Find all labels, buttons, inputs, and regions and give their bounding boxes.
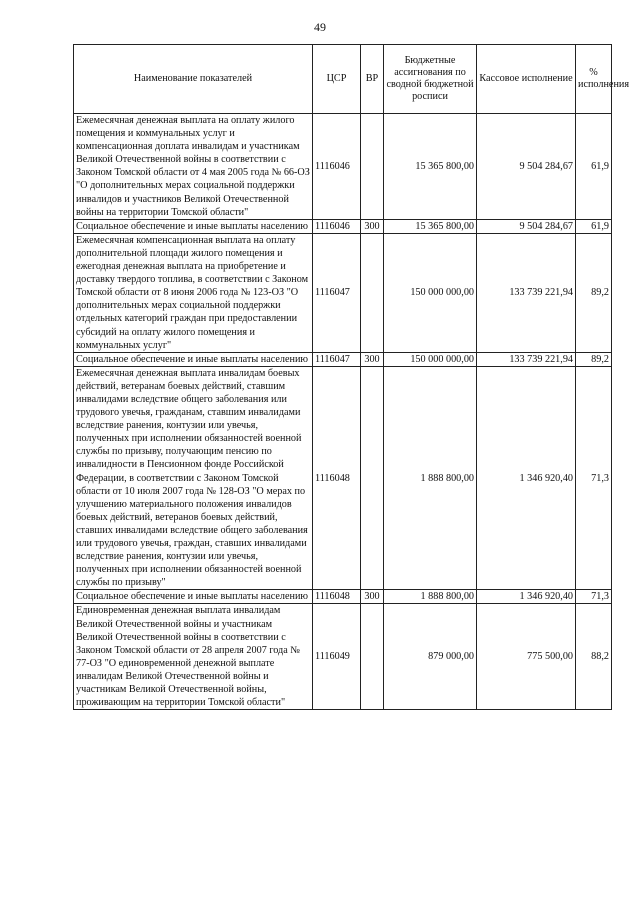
header-vr: ВР — [361, 45, 384, 114]
row-assignments: 1 888 800,00 — [384, 590, 477, 604]
row-execution: 1 346 920,40 — [477, 590, 576, 604]
row-assignments: 150 000 000,00 — [384, 233, 477, 352]
row-vr — [361, 604, 384, 710]
table-row — [74, 590, 612, 604]
row-vr — [361, 366, 384, 590]
header-name: Наименование показателей — [74, 45, 313, 114]
row-percent: 61,9 — [576, 219, 612, 233]
row-vr: 300 — [361, 219, 384, 233]
header-csr: ЦСР — [313, 45, 361, 114]
row-name: Социальное обеспечение и иные выплаты населению — [74, 219, 313, 233]
row-vr: 300 — [361, 590, 384, 604]
row-assignments: 15 365 800,00 — [384, 219, 477, 233]
table-row — [74, 604, 612, 710]
row-execution: 9 504 284,67 — [477, 219, 576, 233]
row-name: Ежемесячная денежная выплата инвалидам боевых действий, ветеранам боевых действий, ставшим инвалидами вследствие общего заболевания или трудового увечья, гражданам, ставшим инвалидами вследствие ранения, контузии или увечья, полученных при исполнении обязанностей военной службы по призыву, получающим пенсию по инвалидности в Пенсионном фонде Российской Федерации, в соответствии с Законом Томской области от 10 июля 2007 года № 128-ОЗ "О мерах по улучшению материального положения инвалидов боевых действий, ветеранов боевых действий, ставших инвалидами вследствие общего заболевания или трудового увечья, граждан, ставших инвалидами вследствие ранения, контузии или увечья, полученных при исполнении обязанностей военной службы по призыву" — [74, 366, 313, 590]
row-csr: 1116049 — [313, 604, 361, 710]
row-execution: 133 739 221,94 — [477, 233, 576, 352]
row-percent: 88,2 — [576, 604, 612, 710]
row-csr: 1116048 — [313, 366, 361, 590]
row-vr — [361, 114, 384, 220]
row-vr — [361, 233, 384, 352]
table-row — [74, 233, 612, 352]
table-row — [74, 352, 612, 366]
row-csr: 1116048 — [313, 590, 361, 604]
row-csr: 1116046 — [313, 219, 361, 233]
row-execution: 775 500,00 — [477, 604, 576, 710]
row-vr: 300 — [361, 352, 384, 366]
page-number: 49 — [314, 20, 326, 34]
row-percent: 89,2 — [576, 233, 612, 352]
row-csr: 1116047 — [313, 233, 361, 352]
row-percent: 89,2 — [576, 352, 612, 366]
row-name: Единовременная денежная выплата инвалидам Великой Отечественной войны и участникам Великой Отечественной войны в соответствии с Законом Томской области от 28 апреля 2007 года № 77-ОЗ "О единовременной денежной выплате инвалидам Великой Отечественной войны и участникам Великой Отечественной войны, проживающим на территории Томской области" — [74, 604, 313, 710]
header-assignments: Бюджетные ассигнования по сводной бюджетной росписи — [384, 45, 477, 114]
header-percent: % исполнения — [576, 45, 612, 114]
row-name: Социальное обеспечение и иные выплаты населению — [74, 352, 313, 366]
table-row — [74, 219, 612, 233]
table-header-row — [74, 45, 612, 114]
row-percent: 71,3 — [576, 590, 612, 604]
row-assignments: 879 000,00 — [384, 604, 477, 710]
row-csr: 1116046 — [313, 114, 361, 220]
row-assignments: 15 365 800,00 — [384, 114, 477, 220]
row-name: Ежемесячная компенсационная выплата на оплату дополнительной площади жилого помещения и ежегодная денежная выплата на приобретение и доставку твердого топлива, в соответствии с Законом Томской области от 8 июня 2006 года № 123-ОЗ "О дополнительных мерах социальной поддержки отдельных категорий граждан при предоставлении субсидий на оплату жилого помещения и коммунальных услуг" — [74, 233, 313, 352]
row-percent: 61,9 — [576, 114, 612, 220]
table-row — [74, 114, 612, 220]
budget-execution-table — [73, 44, 630, 710]
row-name: Социальное обеспечение и иные выплаты населению — [74, 590, 313, 604]
row-execution: 133 739 221,94 — [477, 352, 576, 366]
row-execution: 9 504 284,67 — [477, 114, 576, 220]
header-execution: Кассовое исполнение — [477, 45, 576, 114]
row-execution: 1 346 920,40 — [477, 366, 576, 590]
row-csr: 1116047 — [313, 352, 361, 366]
row-name: Ежемесячная денежная выплата на оплату жилого помещения и коммунальных услуг и компенсационная доплата инвалидам и участникам Великой Отечественной войны в соответствии с Законом Томской области от 4 мая 2005 года № 66-ОЗ "О дополнительных мерах социальной поддержки инвалидов и участников Великой Отечественной войны на территории Томской области" — [74, 114, 313, 220]
row-percent: 71,3 — [576, 366, 612, 590]
table-row — [74, 366, 612, 590]
row-assignments: 1 888 800,00 — [384, 366, 477, 590]
row-assignments: 150 000 000,00 — [384, 352, 477, 366]
